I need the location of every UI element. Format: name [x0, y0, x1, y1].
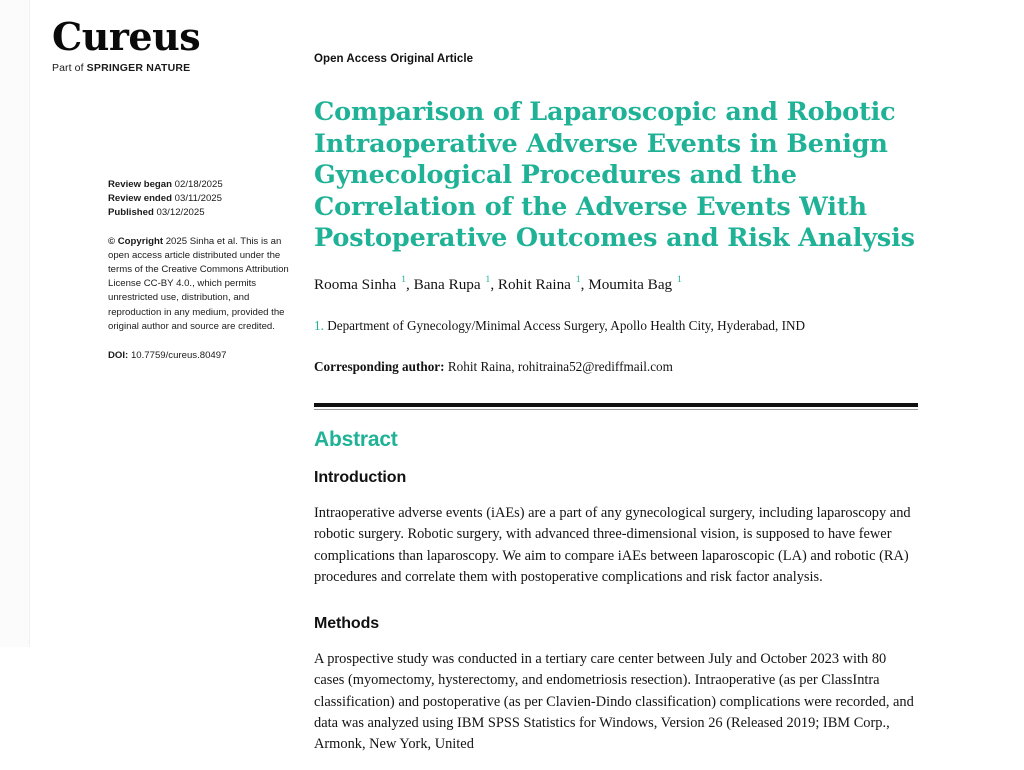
- author-list: [314, 275, 918, 295]
- author-affiliation-marker: 1: [676, 274, 682, 286]
- review-dates: [108, 178, 298, 221]
- corresponding-author-label: Corresponding author:: [314, 358, 445, 374]
- abstract-methods-heading: Methods: [314, 615, 380, 633]
- article-metadata-sidebar: [108, 178, 298, 363]
- author-separator: ,: [580, 275, 589, 293]
- published-row: [108, 206, 298, 220]
- author-name[interactable]: Rooma Sinha: [314, 275, 401, 293]
- review-ended-label: Review ended: [108, 193, 172, 205]
- article-type-kicker: Open Access Original Article: [314, 53, 474, 65]
- copyright-label: © Copyright: [108, 235, 164, 247]
- author-separator: ,: [490, 275, 498, 293]
- corresponding-author: [314, 358, 918, 376]
- abstract-introduction-heading: Introduction: [314, 468, 407, 486]
- section-divider-rule: [314, 403, 918, 410]
- author-separator: ,: [405, 275, 414, 293]
- abstract-introduction-text: Intraoperative adverse events (iAEs) are a part of any gynecological surgery, including laparoscopy and robotic surgery. Robotic surgery, with advanced three-dimensional vision, is supposed to have fewer complications than laparoscopy. We aim to compare iAEs between laparoscopic (LA) and robotic (RA) procedures and correlate them with postoperative complications and risk factor analysis.: [314, 504, 911, 585]
- review-ended-row: [108, 192, 298, 206]
- review-began-row: [108, 178, 298, 192]
- springer-nature-label: SPRINGER NATURE: [86, 62, 191, 74]
- abstract-heading: Abstract: [314, 427, 398, 451]
- author-affiliation-marker: 1: [575, 274, 581, 286]
- page-left-gutter: [0, 0, 30, 647]
- affiliation-number: 1.: [314, 317, 328, 333]
- author-affiliation-marker: 1: [401, 274, 406, 286]
- review-began-value: 02/18/2025: [174, 179, 223, 190]
- corresponding-author-value[interactable]: Rohit Raina, rohitraina52@rediffmail.com: [447, 358, 673, 374]
- license-text: Sinha et al. This is an open access article distributed under the terms of the Creative Commons Attribution License CC-BY 4.0., which permits unrestricted use, distribution, and reproduction in any medium, provided the original author and source are credited.: [108, 235, 289, 332]
- doi-label: DOI:: [108, 350, 129, 362]
- abstract-methods-text: A prospective study was conducted in a tertiary care center between July and October 2023 with 80 cases (myomectomy, hysterectomy, and endometriosis resection). Intraoperative (as per ClassIntra classification) and postoperative (as per Clavien-Dindo classification) complications were recorded, and data was analyzed using IBM SPSS Statistics for Windows, Version 26 (Released 2019; IBM Corp., Armonk, New York, United: [314, 651, 914, 753]
- author-name[interactable]: Rohit Raina: [497, 275, 575, 293]
- copyright-year: 2025: [165, 235, 188, 247]
- review-ended-value: 03/11/2025: [174, 193, 222, 205]
- author-name[interactable]: Bana Rupa: [413, 275, 485, 293]
- publisher-prefix: Part of: [52, 62, 87, 74]
- journal-masthead: [52, 14, 282, 74]
- article-title: Comparison of Laparoscopic and Robotic Intraoperative Adverse Events in Benign Gynecological Procedures and the Correlation of the Adverse Events With Postoperative Outcomes and Risk Analysis: [314, 97, 915, 253]
- author-name[interactable]: Moumita Bag: [588, 275, 676, 293]
- published-label: Published: [108, 207, 154, 219]
- copyright-block: [108, 235, 298, 334]
- author-affiliation-marker: 1: [485, 274, 491, 286]
- cureus-logo: Cureus: [52, 14, 201, 59]
- article-main-column: [314, 0, 918, 770]
- affiliation-text: Department of Gynecology/Minimal Access Surgery, Apollo Health City, Hyderabad, IND: [327, 317, 806, 333]
- doi-value[interactable]: 10.7759/cureus.80497: [130, 350, 227, 362]
- author-entry[interactable]: [588, 276, 682, 293]
- affiliation-list: [314, 317, 918, 335]
- author-entry[interactable]: [314, 276, 406, 293]
- affiliation-row: [314, 317, 918, 335]
- author-entry[interactable]: [414, 276, 491, 293]
- review-began-label: Review began: [108, 179, 172, 190]
- author-entry[interactable]: [498, 276, 581, 293]
- doi-block[interactable]: [108, 349, 298, 363]
- publisher-line: [52, 62, 282, 74]
- published-value: 03/12/2025: [156, 207, 205, 219]
